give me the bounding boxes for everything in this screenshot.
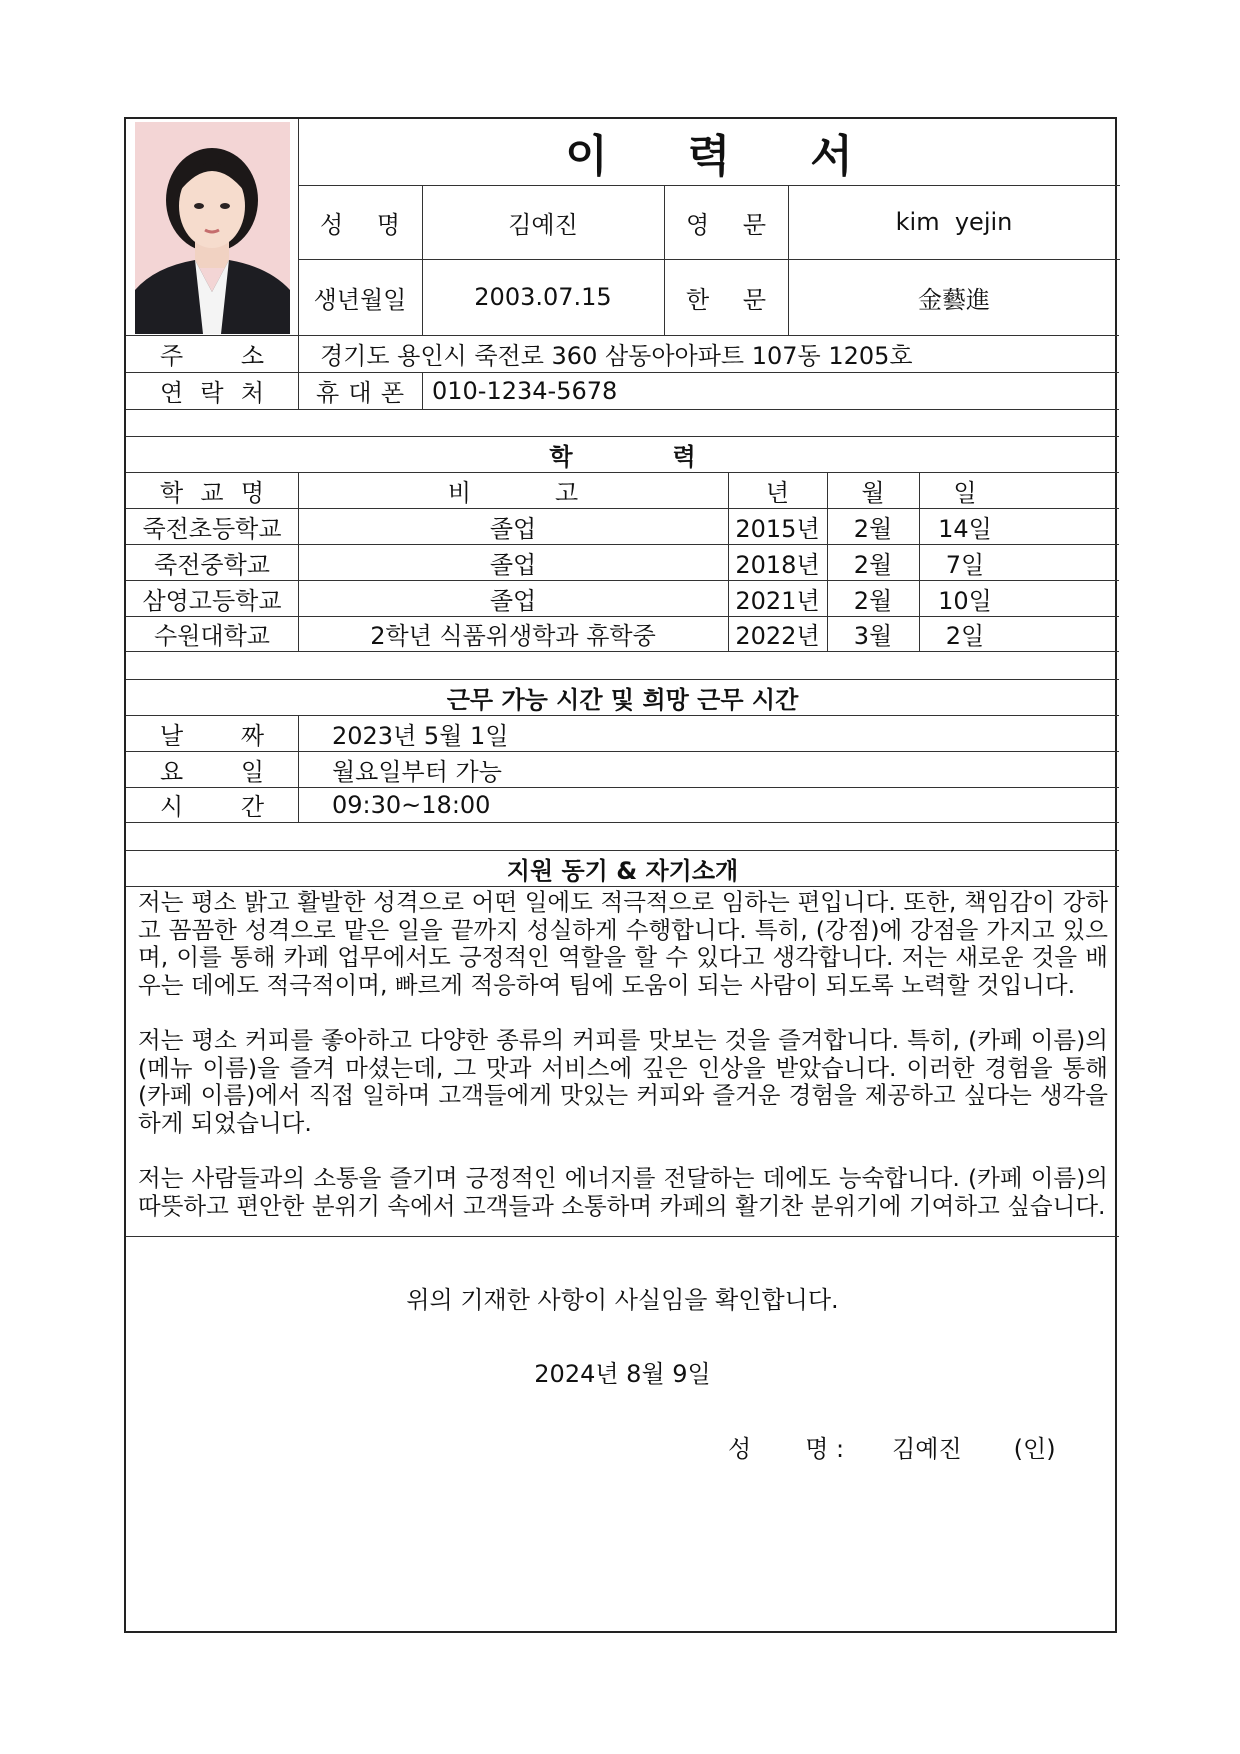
school-month: 2월 [853, 514, 893, 543]
seal-mark: (인) [1013, 1434, 1056, 1463]
signature-line: 성 명 : 김예진 (인) [726, 1427, 1116, 1465]
intro-paragraph-3: 저는 사람들과의 소통을 즐기며 긍정적인 에너지를 전달하는 데에도 능숙합니다. (카페 이름)의 따뜻하고 편안한 분위기 속에서 고객들과 소통하며 카페의 활기찬 분위기에 기여하고 싶습니다. [138, 1164, 1108, 1220]
year-header: 년 [765, 478, 790, 507]
school-header: 학 교 명 [160, 478, 264, 507]
availability-title: 근무 가능 시간 및 희망 근무 시간 [446, 685, 799, 714]
date-label: 날 짜 [160, 721, 264, 750]
hanja-name-label: 한 문 [686, 285, 766, 314]
time-value: 09:30~18:00 [332, 790, 491, 819]
hanja-name-value: 金藝進 [918, 285, 990, 314]
contact-label: 연 락 처 [160, 379, 264, 407]
school-note: 졸업 [489, 586, 537, 615]
school-name: 죽전중학교 [154, 550, 270, 579]
school-month: 2월 [853, 586, 893, 615]
english-name-label: 영 문 [686, 210, 766, 239]
school-note: 졸업 [489, 550, 537, 579]
school-note: 졸업 [489, 514, 537, 543]
education-title: 학 력 [549, 442, 696, 471]
intro-paragraph-2: 저는 평소 커피를 좋아하고 다양한 종류의 커피를 맛보는 것을 즐겨합니다. 특히, (카페 이름)의 (메뉴 이름)을 즐겨 마셨는데, 그 맛과 서비스에 깊은 인상을 받았습니다. 이러한 경험을 통해 (카페 이름)에서 직접 일하며 고객들에게 맛있는 커피와 즐거운 경험을 제공하고 싶다는 생각을 하게 되었습니다. [138, 1026, 1108, 1137]
person-portrait-icon [135, 122, 290, 334]
address-label: 주 소 [160, 342, 264, 370]
english-name-value: kim yejin [895, 208, 1013, 236]
confirmation-date: 2024년 8월 9일 [534, 1359, 711, 1388]
signature-name: 김예진 [892, 1434, 962, 1463]
day-header: 일 [953, 478, 977, 507]
intro-paragraph-1: 저는 평소 밝고 활발한 성격으로 어떤 일에도 적극적으로 임하는 편입니다. 또한, 책임감이 강하고 꼼꼼한 성격으로 맡은 일을 끝까지 성실하게 수행합니다. 특히, (강점)에 강점을 가지고 있으며, 이를 통해 카페 업무에서도 긍정적인 역할을 할 수 있다고 생각합니다. 저는 새로운 것을 배우는 데에도 적극적이며, 빠르게 적응하여 팀에 도움이 되는 사람이 되도록 노력할 것입니다. [138, 888, 1108, 999]
school-year: 2022년 [735, 622, 820, 650]
resume-document [124, 117, 1117, 1633]
name-value: 김예진 [508, 210, 578, 239]
school-day: 7일 [945, 550, 985, 579]
school-day: 10일 [938, 586, 992, 615]
note-header: 비 고 [447, 478, 579, 507]
month-header: 월 [861, 478, 885, 507]
school-year: 2018년 [735, 550, 820, 579]
school-year: 2021년 [735, 586, 820, 615]
school-name: 죽전초등학교 [142, 514, 282, 543]
intro-title: 지원 동기 & 자기소개 [506, 856, 739, 885]
birth-label: 생년월일 [313, 285, 407, 314]
phone-value: 010-1234-5678 [432, 376, 618, 405]
phone-label: 휴 대 폰 [316, 379, 404, 407]
profile-photo [135, 122, 290, 334]
confirmation-statement: 위의 기재한 사항이 사실임을 확인합니다. [406, 1285, 839, 1314]
weekday-label: 요 일 [160, 757, 264, 786]
weekday-value: 월요일부터 가능 [332, 757, 502, 786]
school-month: 2월 [853, 550, 893, 579]
school-day: 2일 [945, 622, 985, 650]
date-value: 2023년 5월 1일 [332, 721, 509, 750]
school-day: 14일 [938, 514, 992, 543]
school-name: 삼영고등학교 [142, 586, 282, 615]
birth-value: 2003.07.15 [474, 283, 612, 311]
school-name: 수원대학교 [154, 622, 270, 650]
document-title: 이 력 서 [565, 131, 853, 182]
school-note: 2학년 식품위생학과 휴학중 [370, 622, 656, 650]
time-label: 시 간 [160, 793, 264, 821]
school-year: 2015년 [735, 514, 820, 543]
school-month: 3월 [853, 622, 893, 650]
name-label: 성 명 [320, 210, 400, 239]
address-value: 경기도 용인시 죽전로 360 삼동아아파트 107동 1205호 [320, 342, 913, 370]
